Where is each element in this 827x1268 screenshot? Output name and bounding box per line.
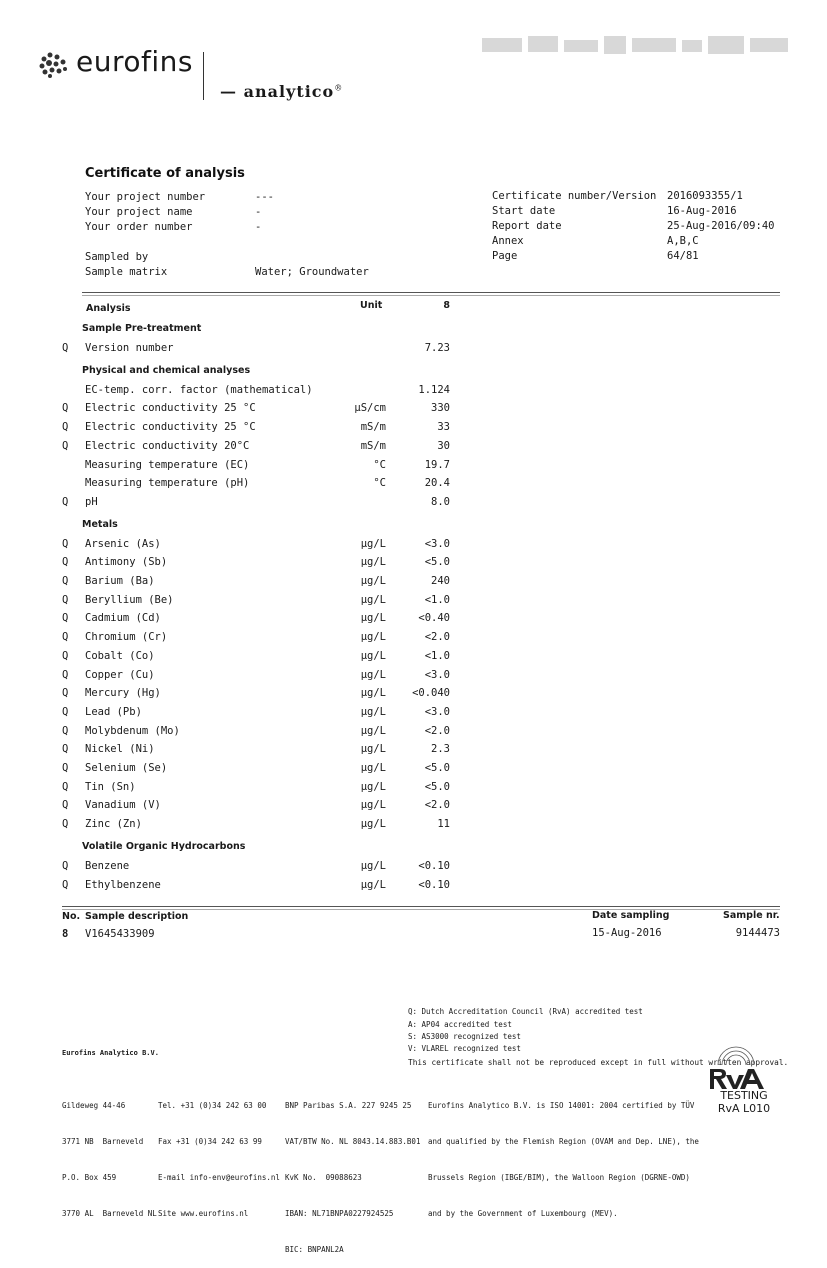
address-line: Gildeweg 44-46	[62, 1101, 126, 1110]
analysis-value: 1.124	[418, 383, 450, 396]
sub-brand-text: — analytico	[220, 82, 335, 101]
annex-label: Annex	[492, 235, 524, 247]
footer-certification	[428, 1076, 699, 1232]
analysis-value: 11	[437, 818, 450, 831]
analysis-name: Nickel (Ni)	[85, 743, 155, 756]
analysis-unit: μg/L	[360, 878, 386, 891]
analysis-value: <5.0	[424, 556, 450, 569]
quality-flag: Q	[62, 762, 69, 774]
analysis-name: Measuring temperature (EC)	[85, 458, 250, 471]
address-line: 3771 NB Barneveld	[62, 1137, 144, 1146]
analysis-value: <1.0	[424, 649, 450, 662]
quality-flag: Q	[62, 556, 69, 569]
start-date-label: Start date	[492, 205, 556, 217]
bank-line: KvK No. 09088623	[285, 1173, 362, 1182]
sample-table-rule	[62, 906, 780, 907]
sample-row-nr: 9144473	[735, 927, 780, 939]
contact-site: Site www.eurofins.nl	[158, 1209, 249, 1218]
analysis-value: <0.040	[412, 687, 450, 700]
analysis-value: <3.0	[424, 668, 450, 681]
quality-flag: Q	[62, 687, 69, 700]
logo-divider	[203, 52, 204, 100]
analysis-unit: °C	[373, 477, 386, 490]
quality-flag: Q	[62, 649, 69, 662]
quality-flag: Q	[62, 537, 69, 550]
contact-email: E-mail info-env@eurofins.nl	[158, 1173, 280, 1182]
column-header-sample-nr: Sample nr.	[723, 910, 780, 921]
quality-flag: Q	[62, 818, 69, 831]
column-header-no: No.	[62, 911, 81, 922]
analysis-unit: μS/cm	[354, 402, 386, 415]
project-name-label: Your project name	[85, 206, 193, 218]
analysis-unit: °C	[373, 458, 386, 471]
analysis-name: Beryllium (Be)	[85, 593, 174, 606]
analysis-name: Measuring temperature (pH)	[85, 477, 250, 490]
analysis-name: Electric conductivity 25 °C	[85, 402, 256, 415]
analytico-logo	[220, 82, 343, 101]
analysis-name: Cadmium (Cd)	[85, 612, 161, 625]
project-number-label: Your project number	[85, 191, 206, 203]
analysis-value: 7.23	[424, 342, 450, 354]
annex-value: A,B,C	[667, 235, 699, 247]
table-top-rule-secondary	[82, 295, 780, 296]
bank-line: BIC: BNPANL2A	[285, 1245, 344, 1254]
quality-flag: Q	[62, 799, 69, 812]
analysis-name: Vanadium (V)	[85, 799, 161, 812]
quality-flag: Q	[62, 668, 69, 681]
footer-contact	[158, 1076, 280, 1232]
analysis-value: <2.0	[424, 799, 450, 812]
analysis-value: <1.0	[424, 593, 450, 606]
analysis-value: <2.0	[424, 631, 450, 644]
analysis-name: Copper (Cu)	[85, 668, 155, 681]
analysis-value: <2.0	[424, 724, 450, 737]
reproduction-notice: This certificate shall not be reproduced except in full without written approval.	[408, 1058, 789, 1067]
analysis-value: <3.0	[424, 705, 450, 718]
quality-flag: Q	[62, 631, 69, 644]
quality-flag: Q	[62, 705, 69, 718]
analysis-value: <0.40	[418, 612, 450, 625]
page-label: Page	[492, 250, 518, 262]
eurofins-dots-icon	[38, 51, 70, 79]
column-header-sample: 8	[443, 300, 450, 311]
start-date-value: 16-Aug-2016	[667, 205, 737, 217]
analysis-value: 30	[437, 439, 450, 452]
legend-v: V: VLAREL recognized test	[408, 1044, 521, 1053]
analysis-unit: μg/L	[360, 799, 386, 812]
analysis-name: Lead (Pb)	[85, 705, 142, 718]
analysis-name: Version number	[85, 342, 174, 354]
analysis-unit: μg/L	[360, 593, 386, 606]
analysis-unit: mS/m	[360, 439, 386, 452]
quality-flag: Q	[62, 724, 69, 737]
quality-flag: Q	[62, 780, 69, 793]
analysis-value: 33	[437, 421, 450, 434]
section-title: Sample Pre-treatment	[82, 323, 202, 334]
column-header-date-sampling: Date sampling	[592, 910, 670, 921]
analysis-name: Ethylbenzene	[85, 878, 161, 891]
table-top-rule	[82, 292, 780, 293]
analysis-unit: μg/L	[360, 859, 386, 872]
sample-matrix-value: Water; Groundwater	[255, 266, 369, 278]
bank-line: IBAN: NL71BNPA0227924525	[285, 1209, 394, 1218]
column-header-unit: Unit	[360, 300, 383, 311]
analysis-value: 20.4	[424, 477, 450, 490]
contact-phone: Tel. +31 (0)34 242 63 00	[158, 1101, 267, 1110]
analysis-name: Electric conductivity 25 °C	[85, 421, 256, 434]
analysis-unit: μg/L	[360, 612, 386, 625]
legend-s: S: AS3000 recognized test	[408, 1032, 521, 1041]
section-title: Metals	[82, 518, 118, 530]
bank-line: BNP Paribas S.A. 227 9245 25	[285, 1101, 412, 1110]
analysis-unit: μg/L	[360, 649, 386, 662]
page-title: Certificate of analysis	[85, 166, 245, 181]
order-number-label: Your order number	[85, 221, 193, 233]
legend-a: A: AP04 accredited test	[408, 1020, 512, 1029]
certificate-number-label: Certificate number/Version	[492, 190, 657, 202]
footer-company: Eurofins Analytico B.V.	[62, 1049, 159, 1057]
sample-matrix-label: Sample matrix	[85, 266, 168, 278]
rva-accreditation-text	[704, 1089, 784, 1115]
analysis-unit: μg/L	[360, 668, 386, 681]
analysis-unit: μg/L	[360, 724, 386, 737]
analysis-value: <0.10	[418, 859, 450, 872]
analysis-name: Selenium (Se)	[85, 762, 168, 774]
column-header-sample-description: Sample description	[85, 911, 189, 922]
sample-row-no: 8	[62, 928, 69, 940]
rva-testing: TESTING	[720, 1089, 768, 1102]
quality-flag: Q	[62, 878, 69, 891]
analysis-unit: μg/L	[360, 556, 386, 569]
analysis-unit: μg/L	[360, 687, 386, 700]
quality-flag: Q	[62, 859, 69, 872]
registered-mark: ®	[334, 83, 344, 93]
analysis-unit: μg/L	[360, 780, 386, 793]
analysis-name: Tin (Sn)	[85, 780, 136, 793]
quality-flag: Q	[62, 593, 69, 606]
footer-bank	[285, 1076, 420, 1268]
analysis-value: 330	[431, 402, 450, 415]
contact-fax: Fax +31 (0)34 242 63 99	[158, 1137, 262, 1146]
quality-flag: Q	[62, 743, 69, 756]
analysis-unit: μg/L	[360, 818, 386, 831]
order-number-value: -	[255, 221, 262, 233]
report-date-value: 25-Aug-2016/09:40	[667, 220, 775, 232]
legend-q: Q: Dutch Accreditation Council (RvA) accredited test	[408, 1007, 643, 1016]
analysis-value: <5.0	[424, 762, 450, 774]
analysis-name: Cobalt (Co)	[85, 649, 155, 662]
sample-table-rule-secondary	[62, 909, 780, 910]
certificate-number-value: 2016093355/1	[667, 190, 743, 202]
analysis-unit: μg/L	[360, 631, 386, 644]
section-title: Physical and chemical analyses	[82, 364, 251, 376]
analysis-value: 2.3	[431, 743, 450, 756]
rva-number: RvA L010	[717, 1102, 771, 1115]
certification-line: and qualified by the Flemish Region (OVAM and Dep. LNE), the	[428, 1137, 699, 1146]
footer-address	[62, 1076, 157, 1232]
analysis-unit: μg/L	[360, 743, 386, 756]
quality-flag: Q	[62, 575, 69, 587]
analysis-unit: μg/L	[360, 537, 386, 550]
project-name-value: -	[255, 206, 262, 218]
analysis-unit: μg/L	[360, 575, 386, 587]
sample-row-description: V1645433909	[85, 928, 155, 940]
analysis-unit: μg/L	[360, 705, 386, 718]
stamp-image	[480, 32, 792, 58]
analysis-value: <0.10	[418, 878, 450, 891]
quality-flag: Q	[62, 439, 69, 452]
column-header-analysis: Analysis	[86, 303, 131, 314]
analysis-name: Benzene	[85, 859, 130, 872]
address-line: P.O. Box 459	[62, 1173, 117, 1182]
sampled-by-label: Sampled by	[85, 251, 149, 263]
quality-flag: Q	[62, 495, 69, 508]
report-date-label: Report date	[492, 220, 562, 232]
analysis-name: Arsenic (As)	[85, 537, 161, 550]
analysis-name: Barium (Ba)	[85, 575, 155, 587]
analysis-name: Electric conductivity 20°C	[85, 439, 250, 452]
quality-flag: Q	[62, 612, 69, 625]
quality-flag: Q	[62, 402, 69, 415]
analysis-name: Mercury (Hg)	[85, 687, 161, 700]
section-title: Volatile Organic Hydrocarbons	[82, 840, 246, 852]
analysis-value: <5.0	[424, 780, 450, 793]
analysis-name: pH	[85, 495, 98, 508]
sample-row-date: 15-Aug-2016	[592, 927, 662, 939]
quality-flag: Q	[62, 421, 69, 434]
project-number-value: ---	[255, 191, 274, 203]
analysis-name: Zinc (Zn)	[85, 818, 142, 831]
analysis-unit: mS/m	[360, 421, 386, 434]
address-line: 3770 AL Barneveld NL	[62, 1209, 157, 1218]
analysis-name: Chromium (Cr)	[85, 631, 168, 644]
analysis-name: Antimony (Sb)	[85, 556, 168, 569]
analysis-value: <3.0	[424, 537, 450, 550]
certification-line: Eurofins Analytico B.V. is ISO 14001: 2004 certified by TÜV	[428, 1101, 695, 1110]
analysis-value: 240	[431, 575, 450, 587]
brand-name: eurofins	[76, 45, 193, 78]
certification-line: and by the Government of Luxembourg (MEV).	[428, 1209, 618, 1218]
analysis-unit: μg/L	[360, 762, 386, 774]
rva-accreditation-logo-icon	[704, 1043, 768, 1091]
analysis-name: Molybdenum (Mo)	[85, 724, 180, 737]
bank-line: VAT/BTW No. NL 8043.14.883.B01	[285, 1137, 421, 1146]
analysis-value: 19.7	[424, 458, 450, 471]
page-value: 64/81	[667, 250, 699, 262]
analysis-name: EC-temp. corr. factor (mathematical)	[85, 383, 313, 396]
quality-flag: Q	[62, 342, 69, 354]
analysis-value: 8.0	[431, 495, 450, 508]
certification-line: Brussels Region (IBGE/BIM), the Walloon Region (DGRNE-OWD)	[428, 1173, 690, 1182]
